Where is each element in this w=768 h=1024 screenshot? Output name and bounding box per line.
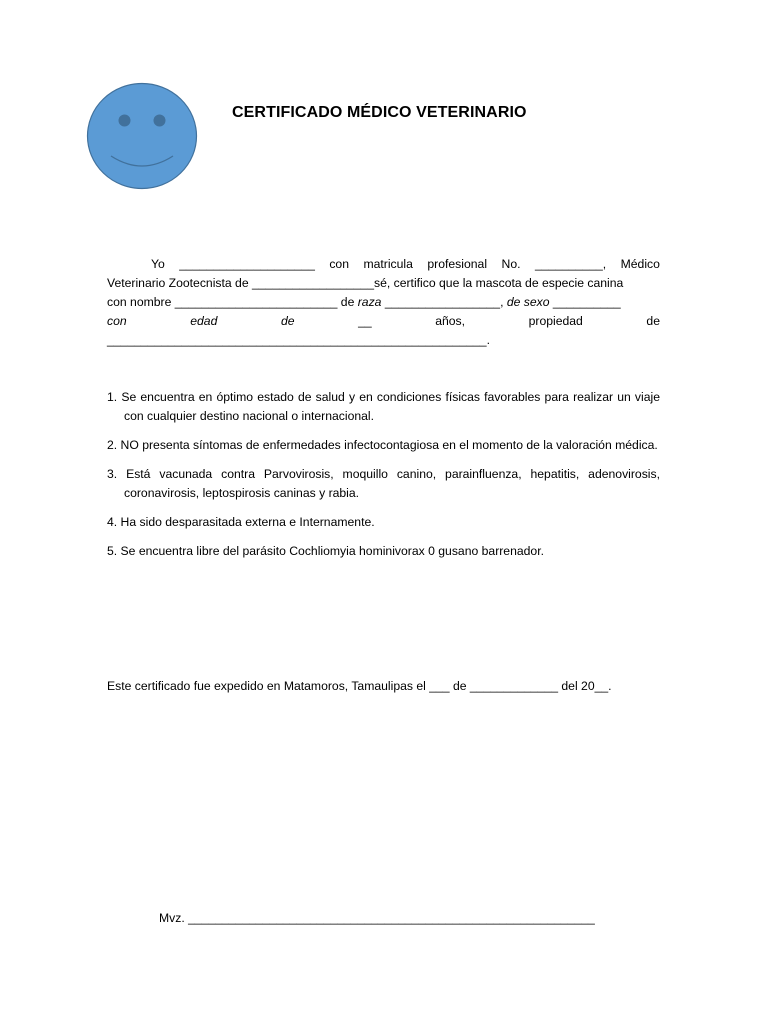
raza-label: raza	[357, 295, 382, 309]
intro-word: matricula	[363, 257, 413, 271]
document-title: CERTIFICADO MÉDICO VETERINARIO	[232, 104, 527, 121]
list-item: 3. Está vacunada contra Parvovirosis, moquillo canino, parainfluenza, hepatitis, adenovirosis, coronavirosis, leptospirosis caninas y rabia.	[107, 467, 660, 500]
intro-line-4	[107, 312, 660, 331]
intro-word: __	[358, 314, 372, 328]
intro-line-3-text: con nombre ________________________ de raza _________________, de sexo __________	[107, 295, 621, 309]
smiley-face-icon	[86, 82, 198, 190]
intro-paragraph	[107, 255, 660, 350]
intro-line-1	[107, 255, 660, 274]
intro-word: __________,	[534, 257, 607, 271]
intro-line-3	[107, 293, 660, 312]
intro-word: No.	[501, 257, 521, 271]
intro-word: Médico	[620, 257, 660, 271]
issue-statement: Este certificado fue expedido en Matamoros, Tamaulipas el ___ de _____________ del 20__.	[107, 679, 612, 693]
intro-word: de	[280, 314, 295, 328]
smiley-face-circle	[88, 84, 197, 189]
intro-word: profesional	[427, 257, 488, 271]
intro-word: propiedad	[528, 314, 583, 328]
smiley-right-eye	[154, 115, 166, 127]
intro-line-5	[107, 331, 660, 350]
certification-list	[107, 388, 660, 571]
intro-word: con	[329, 257, 349, 271]
sexo-label: de sexo	[506, 295, 550, 309]
signature-line: Mvz. ____________________________________________________________	[159, 911, 595, 925]
intro-word: ____________________	[179, 257, 315, 271]
intro-word: años,	[435, 314, 466, 328]
intro-line-2	[107, 274, 660, 293]
list-item: 4. Ha sido desparasitada externa e Internamente.	[107, 515, 375, 529]
list-item: 5. Se encuentra libre del parásito Cochliomyia hominivorax 0 gusano barrenador.	[107, 544, 544, 558]
intro-word: edad	[190, 314, 218, 328]
intro-word: con	[107, 314, 127, 328]
intro-line-2-text: Veterinario Zootecnista de __________________sé, certifico que la mascota de especie canina	[107, 276, 624, 290]
smiley-left-eye	[119, 115, 131, 127]
intro-line-5-text: ________________________________________________________.	[107, 333, 490, 347]
intro-word: Yo	[151, 257, 165, 271]
list-item: 1. Se encuentra en óptimo estado de salud y en condiciones físicas favorables para realizar un viaje con cualquier destino nacional o internacional.	[107, 390, 660, 423]
list-item: 2. NO presenta síntomas de enfermedades infectocontagiosa en el momento de la valoración médica.	[107, 438, 658, 452]
intro-word: de	[646, 314, 660, 328]
